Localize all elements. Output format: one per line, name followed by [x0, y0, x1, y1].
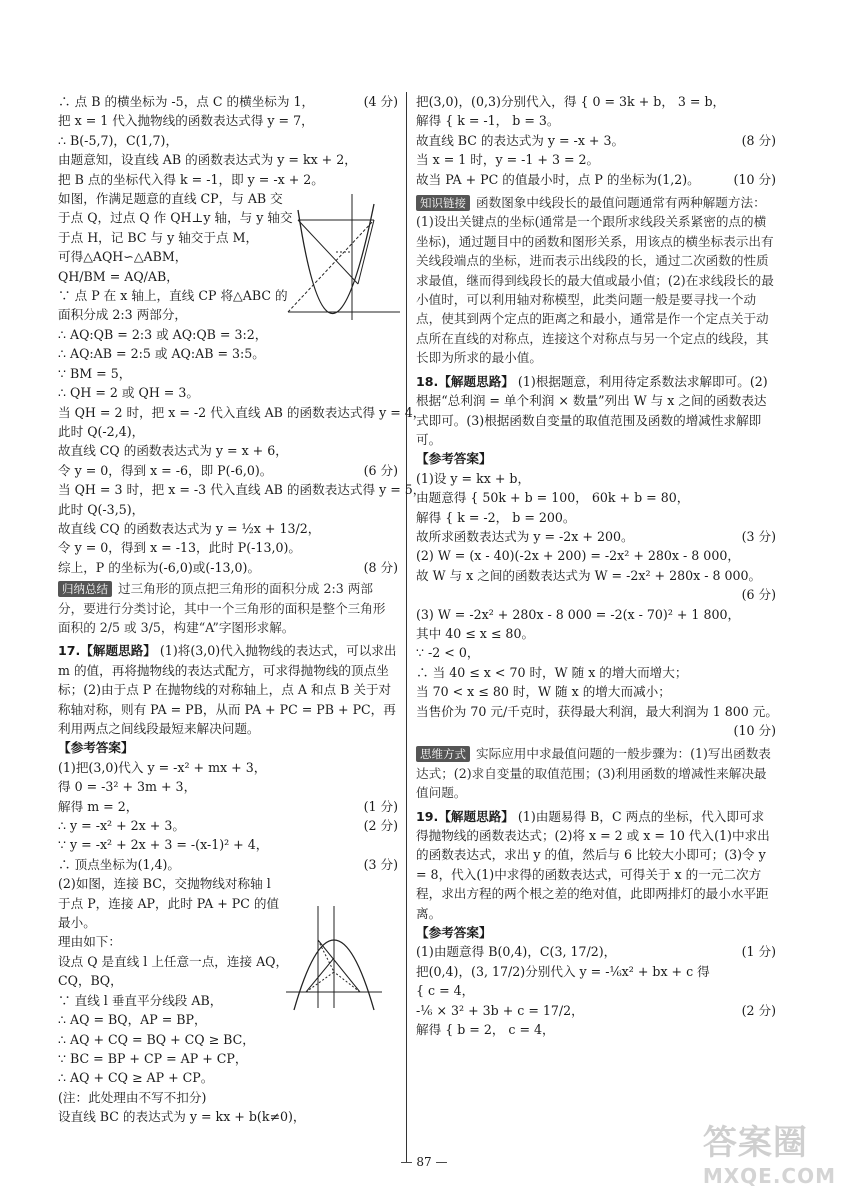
- q17-cont-line-text: 故当 PA + PC 的值最小时，点 P 的坐标为(1,2)。: [416, 171, 700, 187]
- q17-thinking: [58, 641, 398, 738]
- q17-line: [58, 797, 398, 816]
- q17-line-text: ∴ 顶点坐标为(1,4)。: [58, 856, 181, 872]
- q16-line: [58, 325, 398, 344]
- q16-figure: [286, 190, 404, 322]
- q16-line: [58, 500, 398, 519]
- q16-line-text: ∴ AQ:AB = 2:5 或 AQ:AB = 3:5。: [58, 346, 265, 362]
- q16-line: [58, 170, 398, 189]
- q16-solution-lines: [58, 92, 426, 577]
- knowledge-text: 函数图象中线段长的最值问题通常有两种解题方法：(1)设出关键点的坐标(通常是一个跟所求线段关系紧密的点的横坐标)，通过题目中的函数和图形关系，用该点的横坐标表示出有关线段端点的坐标，进而表示出线段的长，通过二次函数的性质求最值，继而得到线段长的最大值或最小值；(2)在求线段长的最小值时，可以利用轴对称模型，此类问题一般是要寻找一个动点，使其到两个定点的距离之和最小，通常是作一个定点关于动点所在直线的对称点，连接这个对称点与另一个定点的线段，其长即为所求的最小值。: [416, 195, 774, 366]
- q18-line-text: 其中 40 ≤ x ≤ 80。: [416, 625, 535, 641]
- knowledge-box: [416, 193, 776, 368]
- q16-line: [58, 131, 398, 150]
- q18-line: [416, 682, 776, 701]
- watermark-top: 答案圈: [702, 1123, 808, 1163]
- q17-cont-line: [416, 111, 776, 130]
- watermark-logo: [703, 1115, 836, 1188]
- q17-line: [58, 835, 398, 854]
- q18-line: [416, 488, 776, 507]
- q17-line-text: 最小。: [58, 915, 96, 931]
- q18-line-text: 故 W 与 x 之间的函数表达式为 W = -2x² + 280x - 8 000。: [416, 567, 762, 583]
- q17-cont-line-text: 故直线 BC 的表达式为 y = -x + 3。: [416, 132, 625, 148]
- q16-line: [58, 344, 398, 363]
- q16-line-text: 由题意知，设直线 AB 的函数表达式为 y = kx + 2，: [58, 152, 357, 168]
- q16-line-text: 此时 Q(-2,4)，: [58, 423, 145, 439]
- q18-line-text: (3) W = -2x² + 280x - 8 000 = -2(x - 70)² + 1 800，: [416, 606, 741, 622]
- q18-line-text: 由题意得 { 50k + b = 100， 60k + b = 80，: [416, 490, 690, 506]
- q17-line: [58, 1010, 398, 1029]
- q16-line-text: 当 QH = 2 时，把 x = -2 代入直线 AB 的函数表达式得 y = 4，: [58, 404, 426, 420]
- q17-line-text: ∴ AQ = BQ，AP = BP，: [58, 1012, 207, 1028]
- q17-line-text: (1)把(3,0)代入 y = -x² + mx + 3，: [58, 759, 267, 775]
- q18-line-text: (1)设 y = kx + b，: [416, 470, 531, 486]
- thinking-tag: 思维方式: [416, 746, 470, 762]
- q18-line: [416, 663, 776, 682]
- summary-text: 过三角形的顶点把三角形的面积分成 2:3 两部分，要进行分类讨论，其中一个三角形的面积是整个三角形面积的 2/5 或 3/5，构建“A”字图形求解。: [58, 581, 386, 635]
- q16-line: [58, 383, 398, 402]
- q16-line-text: 故直线 CQ 的函数表达式为 y = ½x + 13/2，: [58, 520, 321, 536]
- q18-line-text: ∵ -2 < 0，: [416, 645, 480, 661]
- score-label: (8 分): [741, 132, 776, 148]
- q16-line-text: ∵ BM = 5，: [58, 365, 132, 381]
- q17-line-text: (2)如图，连接 BC，交抛物线对称轴 l: [58, 876, 271, 892]
- q16-line-text: 令 y = 0，得到 x = -13，此时 P(-13,0)。: [58, 540, 301, 556]
- knowledge-tag: 知识链接: [416, 195, 470, 211]
- q16-line-text: 故直线 CQ 的函数表达式为 y = x + 6，: [58, 443, 288, 459]
- q17-line-text: 得 0 = -3² + 3m + 3，: [58, 779, 197, 795]
- q17-thinking-head: 【解题思路】: [80, 643, 156, 659]
- q16-line-text: 如图，作满足题意的直线 CP，与 AB 交: [58, 191, 283, 207]
- q18-answer-head: 【参考答案】: [416, 451, 492, 467]
- q17-line-text: 理由如下：: [58, 934, 121, 950]
- thinking-text: 实际应用中求最值问题的一般步骤为：(1)写出函数表达式；(2)求自变量的取值范围；(3)利用函数的增减性来解决最值问题。: [416, 746, 771, 801]
- q18-line-text: 当 70 < x ≤ 80 时，W 随 x 的增大而减小；: [416, 684, 671, 700]
- summary-tag: 归纳总结: [58, 581, 112, 597]
- q16-line-text: 于点 Q，过点 Q 作 QH⊥y 轴，与 y 轴交: [58, 210, 293, 226]
- q18-line-text: 当售价为 70 元/千克时，获得最大利润，最大利润为 1 800 元。: [416, 703, 778, 719]
- q16-line: [58, 111, 398, 130]
- q16-line-text: 令 y = 0，得到 x = -6，即 P(-6,0)。: [58, 462, 273, 478]
- page-number: — 87 —: [400, 1155, 448, 1169]
- q19-thinking-head: 【解题思路】: [438, 808, 514, 824]
- q16-line-text: ∵ 点 P 在 x 轴上，直线 CP 将△ABC 的: [58, 288, 288, 304]
- q17-number: 17.: [58, 643, 81, 659]
- q18-line: [416, 643, 776, 662]
- q17-cont-line: [416, 150, 776, 169]
- q18-line: [416, 527, 776, 546]
- q18-line: [416, 605, 776, 624]
- score-label: (6 分): [741, 587, 776, 603]
- q17-line: [58, 1068, 398, 1087]
- q16-line-text: ∴ QH = 2 或 QH = 3。: [58, 385, 199, 401]
- q19-line-text: (1)由题意得 B(0,4)，C(3, 17/2)，: [416, 944, 617, 960]
- q16-line-text: 面积分成 2:3 两部分，: [58, 307, 188, 323]
- q17-line: [58, 1030, 398, 1049]
- q16-line: [58, 92, 398, 111]
- q16-line: [58, 538, 398, 557]
- q18-line-text: ∴ 当 40 ≤ x < 70 时，W 随 x 的增大而增大；: [416, 664, 688, 680]
- q17-line-text: CQ，BQ，: [58, 973, 123, 989]
- q16-line: [58, 558, 398, 577]
- q18-line: [416, 508, 776, 527]
- q17-answer-head: 【参考答案】: [58, 740, 134, 756]
- q16-line-text: QH/BM = AQ/AB，: [58, 268, 179, 284]
- q16-line-text: 把 B 点的坐标代入得 k = -1，即 y = -x + 2。: [58, 171, 324, 187]
- q17-line: [58, 855, 398, 874]
- q17-line: [58, 1049, 398, 1068]
- q19-line-text: { c = 4，: [416, 983, 475, 999]
- q16-line-text: ∴ B(-5,7)，C(1,7)，: [58, 132, 179, 148]
- q17-line-text: ∴ AQ + CQ = BQ + CQ ≥ BC，: [58, 1031, 255, 1047]
- q17-line-text: 设直线 BC 的表达式为 y = kx + b(k≠0)，: [58, 1109, 306, 1125]
- q17-continued-lines: [416, 92, 776, 189]
- q17-line: [58, 874, 398, 893]
- score-label: (2 分): [741, 1002, 776, 1018]
- score-label: (3 分): [741, 528, 776, 544]
- q18-line-text: (2) W = (x - 40)(-2x + 200) = -2x² + 280x - 8 000，: [416, 548, 740, 564]
- q18-solution-lines: [416, 469, 776, 741]
- q18-line: [416, 566, 776, 585]
- q17-cont-line-text: 解得 { k = -1， b = 3。: [416, 113, 560, 129]
- q17-line: [58, 1107, 398, 1126]
- watermark-bottom: MXQE.COM: [702, 1164, 836, 1188]
- q16-line: [58, 422, 398, 441]
- q19-line: [416, 981, 776, 1000]
- q16-line: [58, 441, 398, 460]
- q16-line-text: 于点 H，记 BC 与 y 轴交于点 M，: [58, 229, 259, 245]
- score-label: (10 分): [733, 722, 776, 738]
- q17-line-text: 解得 m = 2，: [58, 798, 139, 814]
- q19-line-text: -⅙ × 3² + 3b + c = 17/2，: [416, 1002, 584, 1018]
- q16-line-text: 综上，P 的坐标为(-6,0)或(-13,0)。: [58, 559, 261, 575]
- q19-answer-head: 【参考答案】: [416, 925, 492, 941]
- right-column: [416, 92, 776, 1039]
- summary-box: [58, 579, 398, 637]
- q18-line-text: 解得 { k = -2， b = 200。: [416, 509, 576, 525]
- q18-line: [416, 546, 776, 565]
- score-label: (3 分): [363, 856, 398, 872]
- q18-thinking-text: (1)根据题意，利用待定系数法求解即可。(2)根据“总利润 = 单个利润 × 数量”列出 W 与 x 之间的函数表达式即可。(3)根据函数自变量的取值范围及函数的增减性求解即可。: [416, 373, 768, 447]
- q17-cont-line: [416, 92, 776, 111]
- q17-thinking-text: (1)将(3,0)代入抛物线的表达式，可以求出 m 的值，再将抛物线的表达式配方，可求得抛物线的顶点坐标；(2)由于点 P 在抛物线的对称轴上，点 A 和点 B 关于对称轴对称，则有 PA = PB，从而 PA + PC = PB + PC，再利用两点之间线段最短来解决问题。: [58, 643, 397, 736]
- q16-line: [58, 403, 426, 422]
- q16-line-text: 可得△AQH∽△ABM，: [58, 249, 188, 265]
- column-divider: [406, 92, 407, 1162]
- q19-line: [416, 1001, 776, 1020]
- q17-line: [58, 758, 398, 777]
- q17-line: [58, 777, 398, 796]
- q17-line-text: 于点 P，连接 AP，此时 PA + PC 的值: [58, 895, 280, 911]
- q19-line: [416, 1020, 776, 1039]
- q18-thinking: [416, 372, 776, 450]
- q16-line: [58, 480, 426, 499]
- q19-thinking: [416, 807, 776, 923]
- q16-line: [58, 150, 398, 169]
- q17-line-text: ∵ 直线 l 垂直平分线段 AB，: [58, 992, 223, 1008]
- q18-line: [416, 702, 776, 721]
- score-label: (1 分): [741, 944, 776, 960]
- q16-line-text: 把 x = 1 代入抛物线的函数表达式得 y = 7，: [58, 113, 314, 129]
- q19-thinking-text: (1)由题易得 B，C 两点的坐标，代入即可求得抛物线的函数表达式；(2)将 x = 2 或 x = 10 代入(1)中求出的函数表达式，求出 y 的值，然后与 6 比较大小即可；(3)令 y = 8，代入(1)中求得的函数表达式，可得关于 x 的一元二次方程，求出方程的两个根之差的绝对值，此即两排灯的最小水平距离。: [416, 808, 770, 921]
- q17-line-text: ∴ y = -x² + 2x + 3。: [58, 818, 185, 834]
- q16-line-text: ∴ 点 B 的横坐标为 -5，点 C 的横坐标为 1，: [58, 94, 315, 109]
- q16-line-text: 此时 Q(-3,5)，: [58, 501, 145, 517]
- q17-line-text: (注：此处理由不写不扣分): [58, 1089, 207, 1105]
- q17-line: [58, 1088, 398, 1107]
- q18-line: [416, 721, 776, 740]
- q17-cont-line: [416, 131, 776, 150]
- q19-line: [416, 942, 776, 961]
- score-label: (4 分): [363, 94, 398, 109]
- q17-line-text: ∵ y = -x² + 2x + 3 = -(x-1)² + 4，: [58, 837, 269, 853]
- q18-line: [416, 469, 776, 488]
- q19-number: 19.: [416, 808, 439, 824]
- q19-solution-lines: [416, 942, 776, 1039]
- q18-number: 18.: [416, 373, 439, 389]
- q18-line-text: 故所求函数表达式为 y = -2x + 200。: [416, 528, 634, 544]
- q17-line-text: ∴ AQ + CQ ≥ AP + CP。: [58, 1070, 214, 1086]
- q19-line-text: 把(0,4)，(3, 17/2)分别代入 y = -⅙x² + bx + c 得: [416, 963, 710, 979]
- score-label: (1 分): [363, 798, 398, 814]
- q16-line-text: ∴ AQ:QB = 2:3 或 AQ:QB = 3:2，: [58, 326, 268, 342]
- q17-line-text: ∵ BC = BP + CP = AP + CP，: [58, 1050, 248, 1066]
- q17-cont-line-text: 把(3,0)，(0,3)分别代入，得 { 0 = 3k + b， 3 = b，: [416, 94, 726, 109]
- q18-line: [416, 624, 776, 643]
- score-label: (6 分): [363, 462, 398, 478]
- score-label: (8 分): [363, 559, 398, 575]
- score-label: (10 分): [733, 171, 776, 187]
- q16-line: [58, 364, 398, 383]
- q16-line-text: 当 QH = 3 时，把 x = -3 代入直线 AB 的函数表达式得 y = 5，: [58, 482, 426, 498]
- q17-line: [58, 816, 398, 835]
- q16-line: [58, 461, 398, 480]
- q17-cont-line: [416, 170, 776, 189]
- q18-thinking-head: 【解题思路】: [438, 373, 514, 389]
- score-label: (2 分): [363, 818, 398, 834]
- thinking-box: [416, 744, 776, 802]
- q18-line: [416, 585, 776, 604]
- q17-line-text: 设点 Q 是直线 l 上任意一点，连接 AQ，: [58, 953, 289, 969]
- q17-cont-line-text: 当 x = 1 时，y = -1 + 3 = 2。: [416, 152, 600, 168]
- q19-line: [416, 962, 776, 981]
- q17-figure: [284, 900, 384, 1012]
- q19-line-text: 解得 { b = 2， c = 4，: [416, 1022, 555, 1038]
- q16-line: [58, 519, 398, 538]
